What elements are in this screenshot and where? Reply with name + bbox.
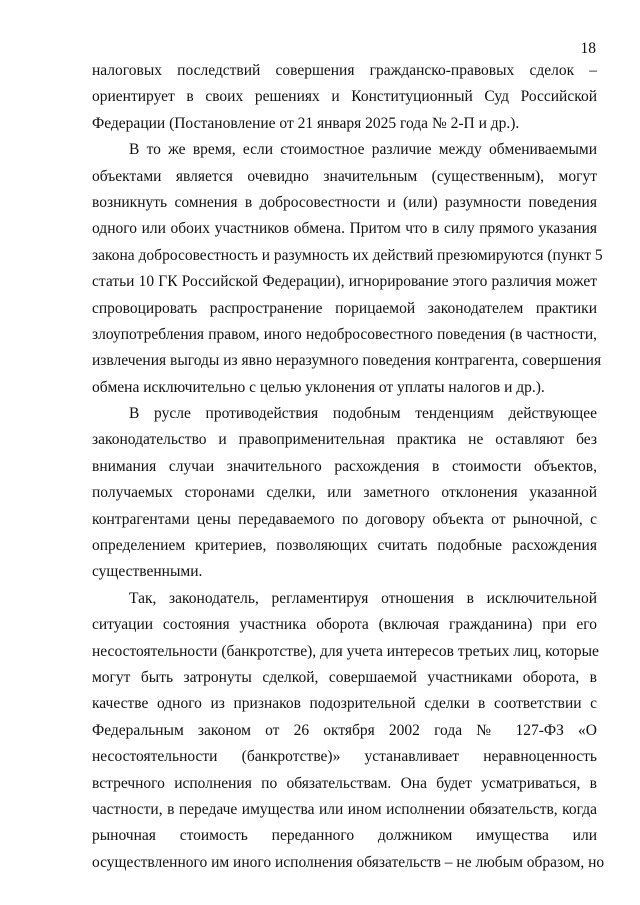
paragraph-1 — [92, 58, 597, 137]
text-line: Так, законодатель, регламентируя отношения в исключительной — [129, 589, 597, 607]
text-line: В русле противодействия подобным тенденциям действующее — [129, 405, 597, 423]
text-line: контрагентами цены передаваемого по договору объекта от рыночной, с — [92, 510, 597, 528]
paragraph-4 — [92, 586, 605, 876]
text-line: получаемых сторонами сделки, или заметного отклонения указанной — [92, 484, 597, 502]
text-line: Федерации (Постановление от 21 января 2025 года № 2-П и др.). — [92, 114, 520, 132]
paragraph-2 — [92, 137, 603, 401]
text-line: осуществленного им иного исполнения обязательств – не любым образом, но — [92, 853, 605, 871]
text-line: несостоятельности (банкротстве), для учета интересов третьих лиц, которые — [92, 642, 599, 660]
text-line: спровоцировать распространение порицаемой законодателем практики — [92, 299, 597, 317]
text-line: встречного исполнения по обязательствам. Она будет усматриваться, в — [92, 774, 597, 792]
text-line: статьи 10 ГК Российской Федерации), игнорирование этого различия может — [92, 273, 597, 291]
text-line: одного или обоих участников обмена. Притом что в силу прямого указания — [92, 220, 597, 238]
text-line: злоупотребления правом, иного недобросовестного поведения (в частности, — [92, 325, 597, 343]
text-line: возникнуть сомнения в добросовестности и (или) разумности поведения — [92, 193, 597, 211]
text-line: внимания случаи значительного расхождения в стоимости объектов, — [92, 457, 597, 475]
text-line: существенными. — [92, 563, 203, 581]
text-line: Федеральным законом от 26 октября 2002 года № 127-ФЗ «О — [92, 721, 597, 739]
paragraph-3 — [92, 401, 597, 586]
text-line: налоговых последствий совершения гражданско-правовых сделок – — [92, 62, 597, 79]
page-number: 18 — [580, 40, 596, 57]
document-body — [92, 58, 605, 876]
text-line: частности, в передаче имущества или ином исполнении обязательств, когда — [92, 800, 597, 818]
text-line: качестве одного из признаков подозрительной сделки в соответствии с — [92, 695, 597, 713]
text-line: извлечения выгоды из явно неразумного поведения контрагента, совершения — [92, 352, 602, 370]
text-line: определением критериев, позволяющих считать подобные расхождения — [92, 537, 597, 555]
text-line: В то же время, если стоимостное различие между обмениваемыми — [129, 141, 597, 159]
text-line: ориентирует в своих решениях и Конституционный Суд Российской — [92, 88, 597, 106]
text-line: несостоятельности (банкротстве)» устанавливает неравноценность — [92, 748, 597, 766]
text-line: ситуации состояния участника оборота (включая гражданина) при его — [92, 616, 597, 634]
text-line: закона добросовестность и разумность их действий презюмируются (пункт 5 — [92, 246, 603, 264]
text-line: могут быть затронуты сделкой, совершаемой участниками оборота, в — [92, 668, 597, 686]
text-line: обмена исключительно с целью уклонения от уплаты налогов и др.). — [92, 378, 545, 396]
text-line: рыночная стоимость переданного должником имущества или — [92, 827, 597, 845]
text-line: законодательство и правоприменительная практика не оставляют без — [92, 431, 597, 449]
text-line: объектами является очевидно значительным (существенным), могут — [92, 167, 597, 185]
